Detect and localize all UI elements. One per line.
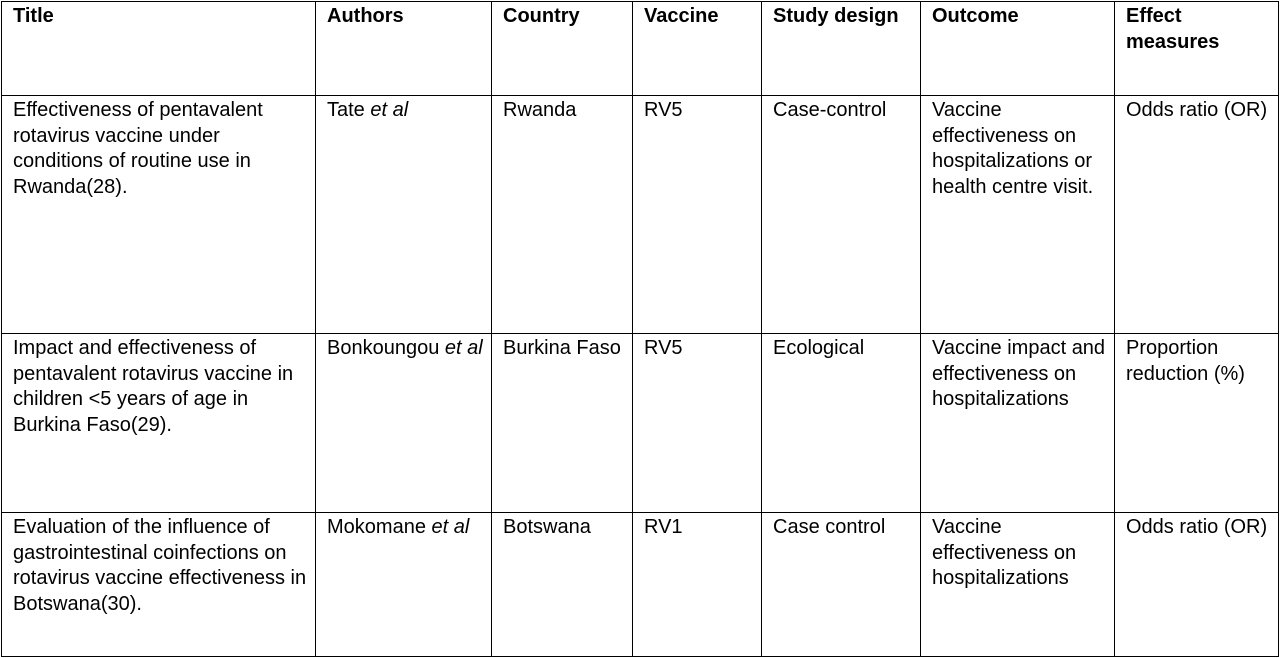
cell-authors <box>316 513 492 657</box>
header-row <box>2 2 1279 96</box>
table-row <box>2 334 1279 513</box>
cell-authors <box>316 96 492 334</box>
author-et-al: et al <box>431 516 470 538</box>
header-vaccine: Vaccine <box>633 2 762 96</box>
author-et-al: et al <box>370 99 409 121</box>
table-row <box>2 513 1279 657</box>
author-name: Tate <box>327 99 365 121</box>
table-row <box>2 96 1279 334</box>
author-name: Bonkoungou <box>327 337 440 359</box>
cell-study-design: Case control <box>762 513 921 657</box>
header-country: Country <box>492 2 633 96</box>
header-outcome: Outcome <box>921 2 1115 96</box>
cell-study-design: Ecological <box>762 334 921 513</box>
cell-effect-measures: Odds ratio (OR) <box>1115 96 1279 334</box>
cell-title: Evaluation of the influence of gastrointestinal coinfections on rotavirus vaccine effectiveness in Botswana(30). <box>2 513 316 657</box>
cell-vaccine: RV5 <box>633 334 762 513</box>
cell-title: Impact and effectiveness of pentavalent rotavirus vaccine in children <5 years of age in Burkina Faso(29). <box>2 334 316 513</box>
cell-title: Effectiveness of pentavalent rotavirus vaccine under conditions of routine use in Rwanda(28). <box>2 96 316 334</box>
cell-outcome: Vaccine impact and effectiveness on hospitalizations <box>921 334 1115 513</box>
cell-country: Burkina Faso <box>492 334 633 513</box>
author-name: Mokomane <box>327 516 426 538</box>
cell-vaccine: RV5 <box>633 96 762 334</box>
cell-study-design: Case-control <box>762 96 921 334</box>
header-authors: Authors <box>316 2 492 96</box>
cell-authors <box>316 334 492 513</box>
cell-country: Botswana <box>492 513 633 657</box>
cell-outcome: Vaccine effectiveness on hospitalizations or health centre visit. <box>921 96 1115 334</box>
header-title: Title <box>2 2 316 96</box>
header-effect-measures: Effect measures <box>1115 2 1279 96</box>
studies-table <box>1 1 1279 657</box>
cell-effect-measures: Odds ratio (OR) <box>1115 513 1279 657</box>
cell-country: Rwanda <box>492 96 633 334</box>
cell-outcome: Vaccine effectiveness on hospitalizations <box>921 513 1115 657</box>
header-study-design: Study design <box>762 2 921 96</box>
cell-effect-measures: Proportion reduction (%) <box>1115 334 1279 513</box>
author-et-al: et al <box>444 337 483 359</box>
cell-vaccine: RV1 <box>633 513 762 657</box>
